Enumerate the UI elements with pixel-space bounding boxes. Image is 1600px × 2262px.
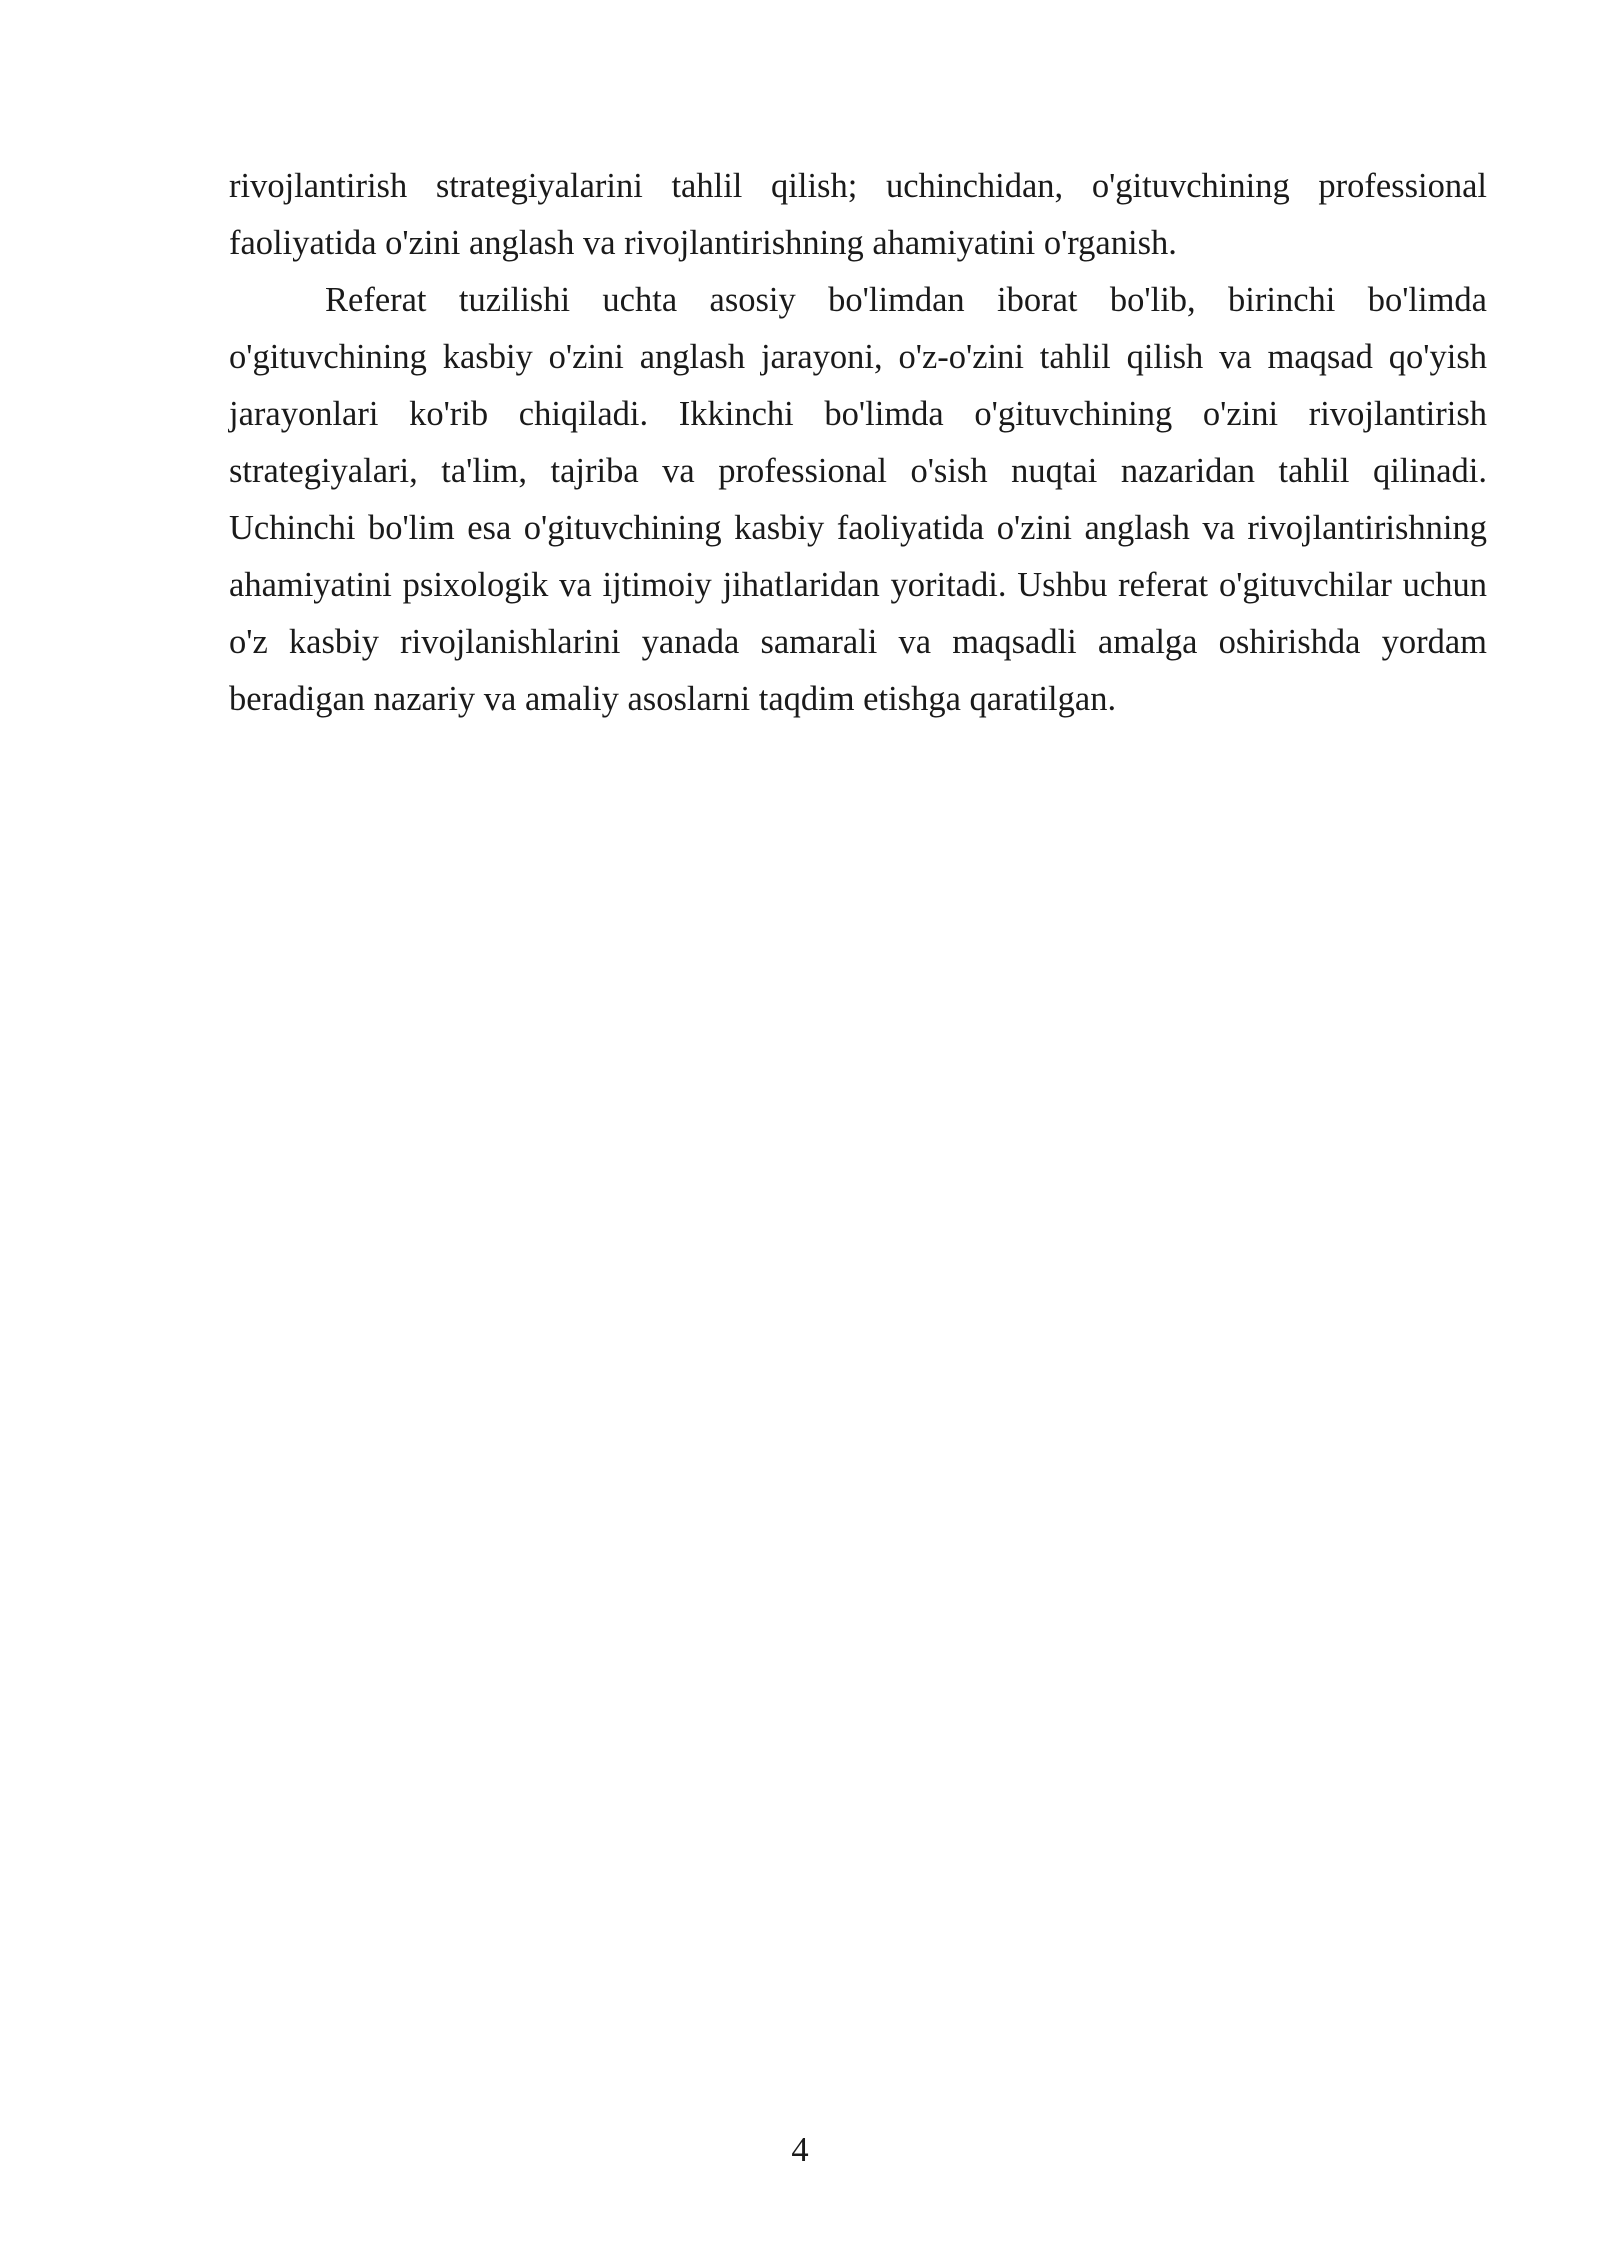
body-text [229, 158, 1487, 728]
page-number: 4 [791, 2131, 809, 2169]
paragraph-continuation: rivojlantirish strategiyalarini tahlil qilish; uchinchidan, o'gituvchining professional faoliyatida o'zini anglash va rivojlantirishning ahamiyatini o'rganish. [229, 167, 1487, 262]
paragraph-structure-overview: Referat tuzilishi uchta asosiy bo'limdan iborat bo'lib, birinchi bo'limda o'gituvchining kasbiy o'zini anglash jarayoni, o'z-o'zini tahlil qilish va maqsad qo'yish jarayonlari ko'rib chiqiladi. Ikkinchi bo'limda o'gituvchining o'zini rivojlantirish strategiyalari, ta'lim, tajriba va professional o'sish nuqtai nazaridan tahlil qilinadi. Uchinchi bo'lim esa o'gituvchining kasbiy faoliyatida o'zini anglash va rivojlantirishning ahamiyatini psixologik va ijtimoiy jihatlaridan yoritadi. Ushbu referat o'gituvchilar uchun o'z kasbiy rivojlanishlarini yanada samarali va maqsadli amalga oshirishda yordam beradigan nazariy va amaliy asoslarni taqdim etishga qaratilgan. [229, 281, 1487, 718]
